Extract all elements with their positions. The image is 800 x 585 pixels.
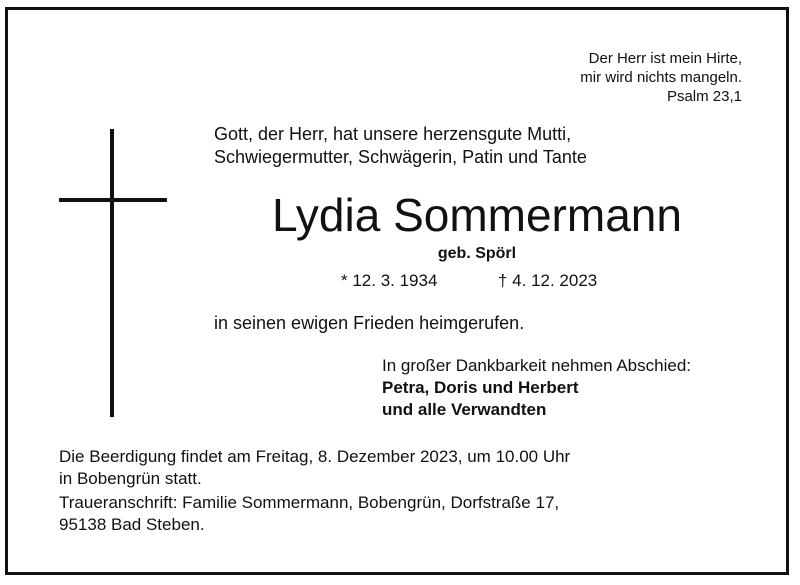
psalm-line-2: mir wird nichts mangeln. xyxy=(580,69,742,86)
address-line-1: Traueranschrift: Familie Sommermann, Bobengrün, Dorfstraße 17, xyxy=(59,493,560,512)
funeral-info xyxy=(59,446,570,490)
intro-text xyxy=(214,123,587,169)
intro-line-1: Gott, der Herr, hat unsere herzensgute Mutti, xyxy=(214,124,572,144)
psalm-reference: Psalm 23,1 xyxy=(666,88,742,105)
mourning-address xyxy=(59,492,559,536)
intro-line-2: Schwiegermutter, Schwägerin, Patin und Tante xyxy=(214,147,587,167)
cross-horizontal-bar xyxy=(59,198,167,202)
deceased-name: Lydia Sommermann xyxy=(272,189,682,241)
funeral-line-1: Die Beerdigung findet am Freitag, 8. Dezember 2023, um 10.00 Uhr xyxy=(59,447,571,466)
mourners-line-2: und alle Verwandten xyxy=(382,400,547,419)
psalm-line-1: Der Herr ist mein Hirte, xyxy=(588,50,742,67)
mourners-line-1: Petra, Doris und Herbert xyxy=(382,378,579,397)
birth-date: * 12. 3. 1934 xyxy=(341,271,438,290)
farewell-intro: In großer Dankbarkeit nehmen Abschied: xyxy=(382,356,692,375)
peace-line: in seinen ewigen Frieden heimgerufen. xyxy=(214,313,525,333)
maiden-name: geb. Spörl xyxy=(437,245,517,262)
death-date: † 4. 12. 2023 xyxy=(498,271,598,290)
cross-vertical-bar xyxy=(110,129,114,417)
funeral-line-2: in Bobengrün statt. xyxy=(59,469,202,488)
farewell-block xyxy=(382,355,691,421)
psalm-quote xyxy=(580,49,742,106)
address-line-2: 95138 Bad Steben. xyxy=(59,515,205,534)
